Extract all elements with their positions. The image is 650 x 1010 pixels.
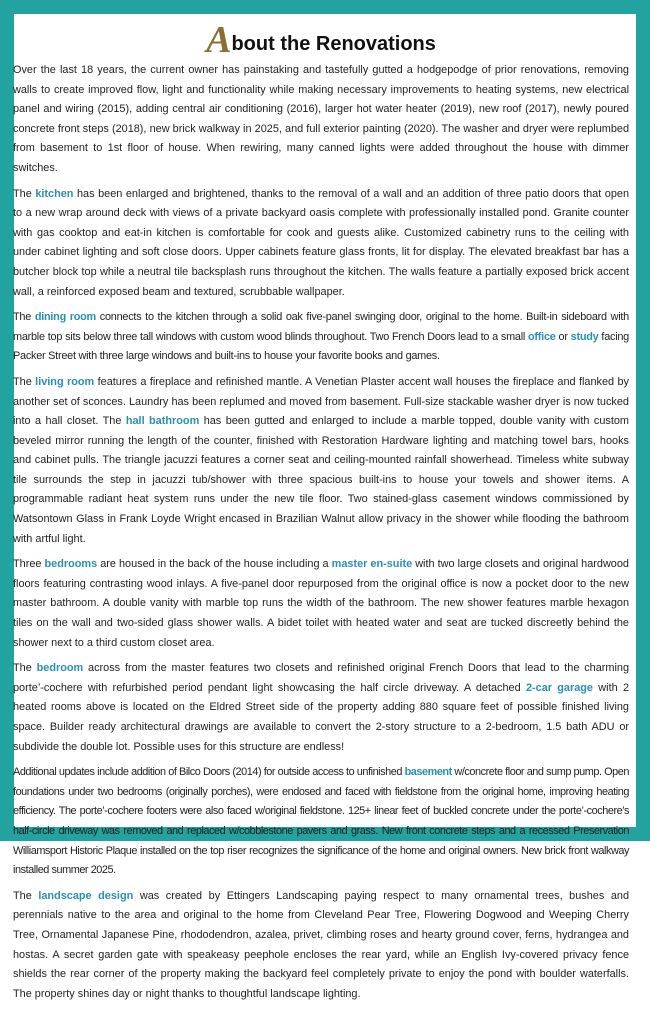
keyword-highlight: living room [35, 375, 95, 388]
keyword-highlight: 2-car garage [525, 681, 593, 694]
keyword-highlight: office [528, 330, 556, 343]
keyword-highlight: landscape design [38, 889, 134, 902]
paragraph-additional-updates: Additional updates include addition of Bilco Doors (2014) for outside access to unfinished basement w/concrete floor and sump pump. Open foundations under two bedrooms (originally porches), were endosed and faced with fieldstone from the original home, improving heating efficiency. The porte’-cochere footers were also faced w/original fieldstone. 125+ linear feet of buckled concrete under the porte’-cochere’s half-circle driveway was removed and replaced w/cobblestone pavers and grass. New front concrete steps and a recessed Preservation Williamsport Historic Plaque installed on the top riser recognizes the significance of the home and original owners. New brick front walkway installed summer 2025. [13, 766, 629, 877]
keyword-highlight: hall bathroom [125, 415, 200, 428]
page-title [13, 19, 629, 61]
paragraph-bedroom-garage: The bedroom across from the master features two closets and refinished original French Doors that lead to the charming porte’-cochere with refurbished period pendant light showcasing the half circle driveway. A detached 2-car garage with 2 heated rooms above is located on the Eldred Street side of the property adding 880 square feet of possible finished living space. Builder ready architectural drawings are available to convert the 2-story structure to a 2-bedroom, 1.5 bath ADU or subdivide the double lot. Possible uses for this structure are endless! [13, 662, 630, 753]
keyword-highlight: study [570, 330, 599, 343]
keyword-highlight: master en-suite [331, 558, 413, 571]
keyword-highlight: bedrooms [44, 558, 98, 571]
paragraph-dining-room: The dining room connects to the kitchen through a solid oak five-panel swinging door, original to the home. Built-in sideboard with marble top sits below three tall windows with custom wood blinds throughout. Two French Doors lead to a small office or study facing Packer Street with three large windows and built-ins to house your favorite books and games. [13, 311, 629, 363]
keyword-highlight: bedroom [36, 662, 84, 675]
paragraph-bedrooms: Three bedrooms are housed in the back of the house including a master en-suite with two large closets and original hardwood floors featuring contrasting wood inlays. A five-panel door repurposed from the original office is now a pocket door to the new master bathroom. A double vanity with marble top runs the width of the bathroom. The new shower features marble hexagon tiles on the wall and two-sided glass shower walls. A bidet toilet with heated water and seat are tucked discreetly behind the shower next to a third custom closet area. [13, 558, 629, 649]
keyword-highlight: basement [404, 766, 452, 779]
paragraph-overview: Over the last 18 years, the current owner has painstaking and tastefully gutted a hodgepodge of prior renovations, removing walls to create improved flow, light and functionality while making necessary improvements to heating systems, new electrical panel and wiring (2015), adding central air conditioning (2016), larger hot water heater (2019), new roof (2017), newly poured concrete front steps (2018), new brick walkway in 2025, and full exterior painting (2020). The washer and dryer were replumbed from basement to 1st floor of house. When rewiring, many canned lights were added throughout the house with dimmer switches. [13, 64, 629, 174]
paragraph-kitchen: The kitchen has been enlarged and brightened, thanks to the removal of a wall and an addition of three patio doors that open to a new wrap around deck with views of a private backyard oasis complete with professionally installed pond. Granite counter with gas cooktop and eat-in kitchen is comfortable for cook and guests alike. Customized cabinetry runs to the ceiling with under cabinet lighting and soft close doors. Upper cabinets feature glass fronts, lit for display. The elevated breakfast bar has a butcher block top while a neutral tile backsplash runs throughout the kitchen. The walls feature a partially exposed brick accent wall, a reinforced exposed beam and textured, scrubbable wallpaper. [13, 187, 630, 298]
title-drop-cap: A [206, 19, 232, 61]
document-body [13, 19, 630, 1010]
title-text: bout the Renovations [231, 33, 436, 55]
keyword-highlight: kitchen [35, 187, 74, 200]
paragraph-landscape: The landscape design was created by Ettingers Landscaping paying respect to many ornamental trees, bushes and perennials native to the area and original to the home from Cleveland Pear Tree, Flowering Dogwood and Weeping Cherry Tree, Ornamental Japanese Pine, rhododendron, azalea, privet, climbing roses and hearty ground cover, ferns, hydrangea and hostas. A secret garden gate with speakeasy peephole encloses the rear yard, while an English Ivy-covered privacy fence shields the rear corner of the property making the backyard feel completely private to enjoy the pond with boulder waterfalls. The property shines day or night thanks to thoughtful landscape lighting. [13, 889, 630, 1000]
keyword-highlight: dining room [34, 311, 96, 324]
paragraph-living-room: The living room features a fireplace and refinished mantle. A Venetian Plaster accent wall houses the fireplace and flanked by another set of sconces. Laundry has been replumed and moved from basement. Full-size stackable washer dryer is now tucked into a hall closet. The hall bathroom has been gutted and enlarged to include a marble topped, double vanity with custom beveled mirror running the length of the counter, finished with Restoration Hardware lighting and matching towel bars, hooks and cabinet pulls. The triangle jacuzzi features a corner seat and ceiling-mounted rainfall showerhead. Timeless white subway tile surrounds the step in jacuzzi tub/shower with three spacious built-ins to house your towels and shower items. A programmable radiant heat system runs under the new tile floor. Two stained-glass casement windows commissioned by Watsontown Glass in Frank Loyde Wright encased in Brazilian Walnut allow privacy in the shower while flooding the bathroom with artful light. [13, 375, 629, 545]
